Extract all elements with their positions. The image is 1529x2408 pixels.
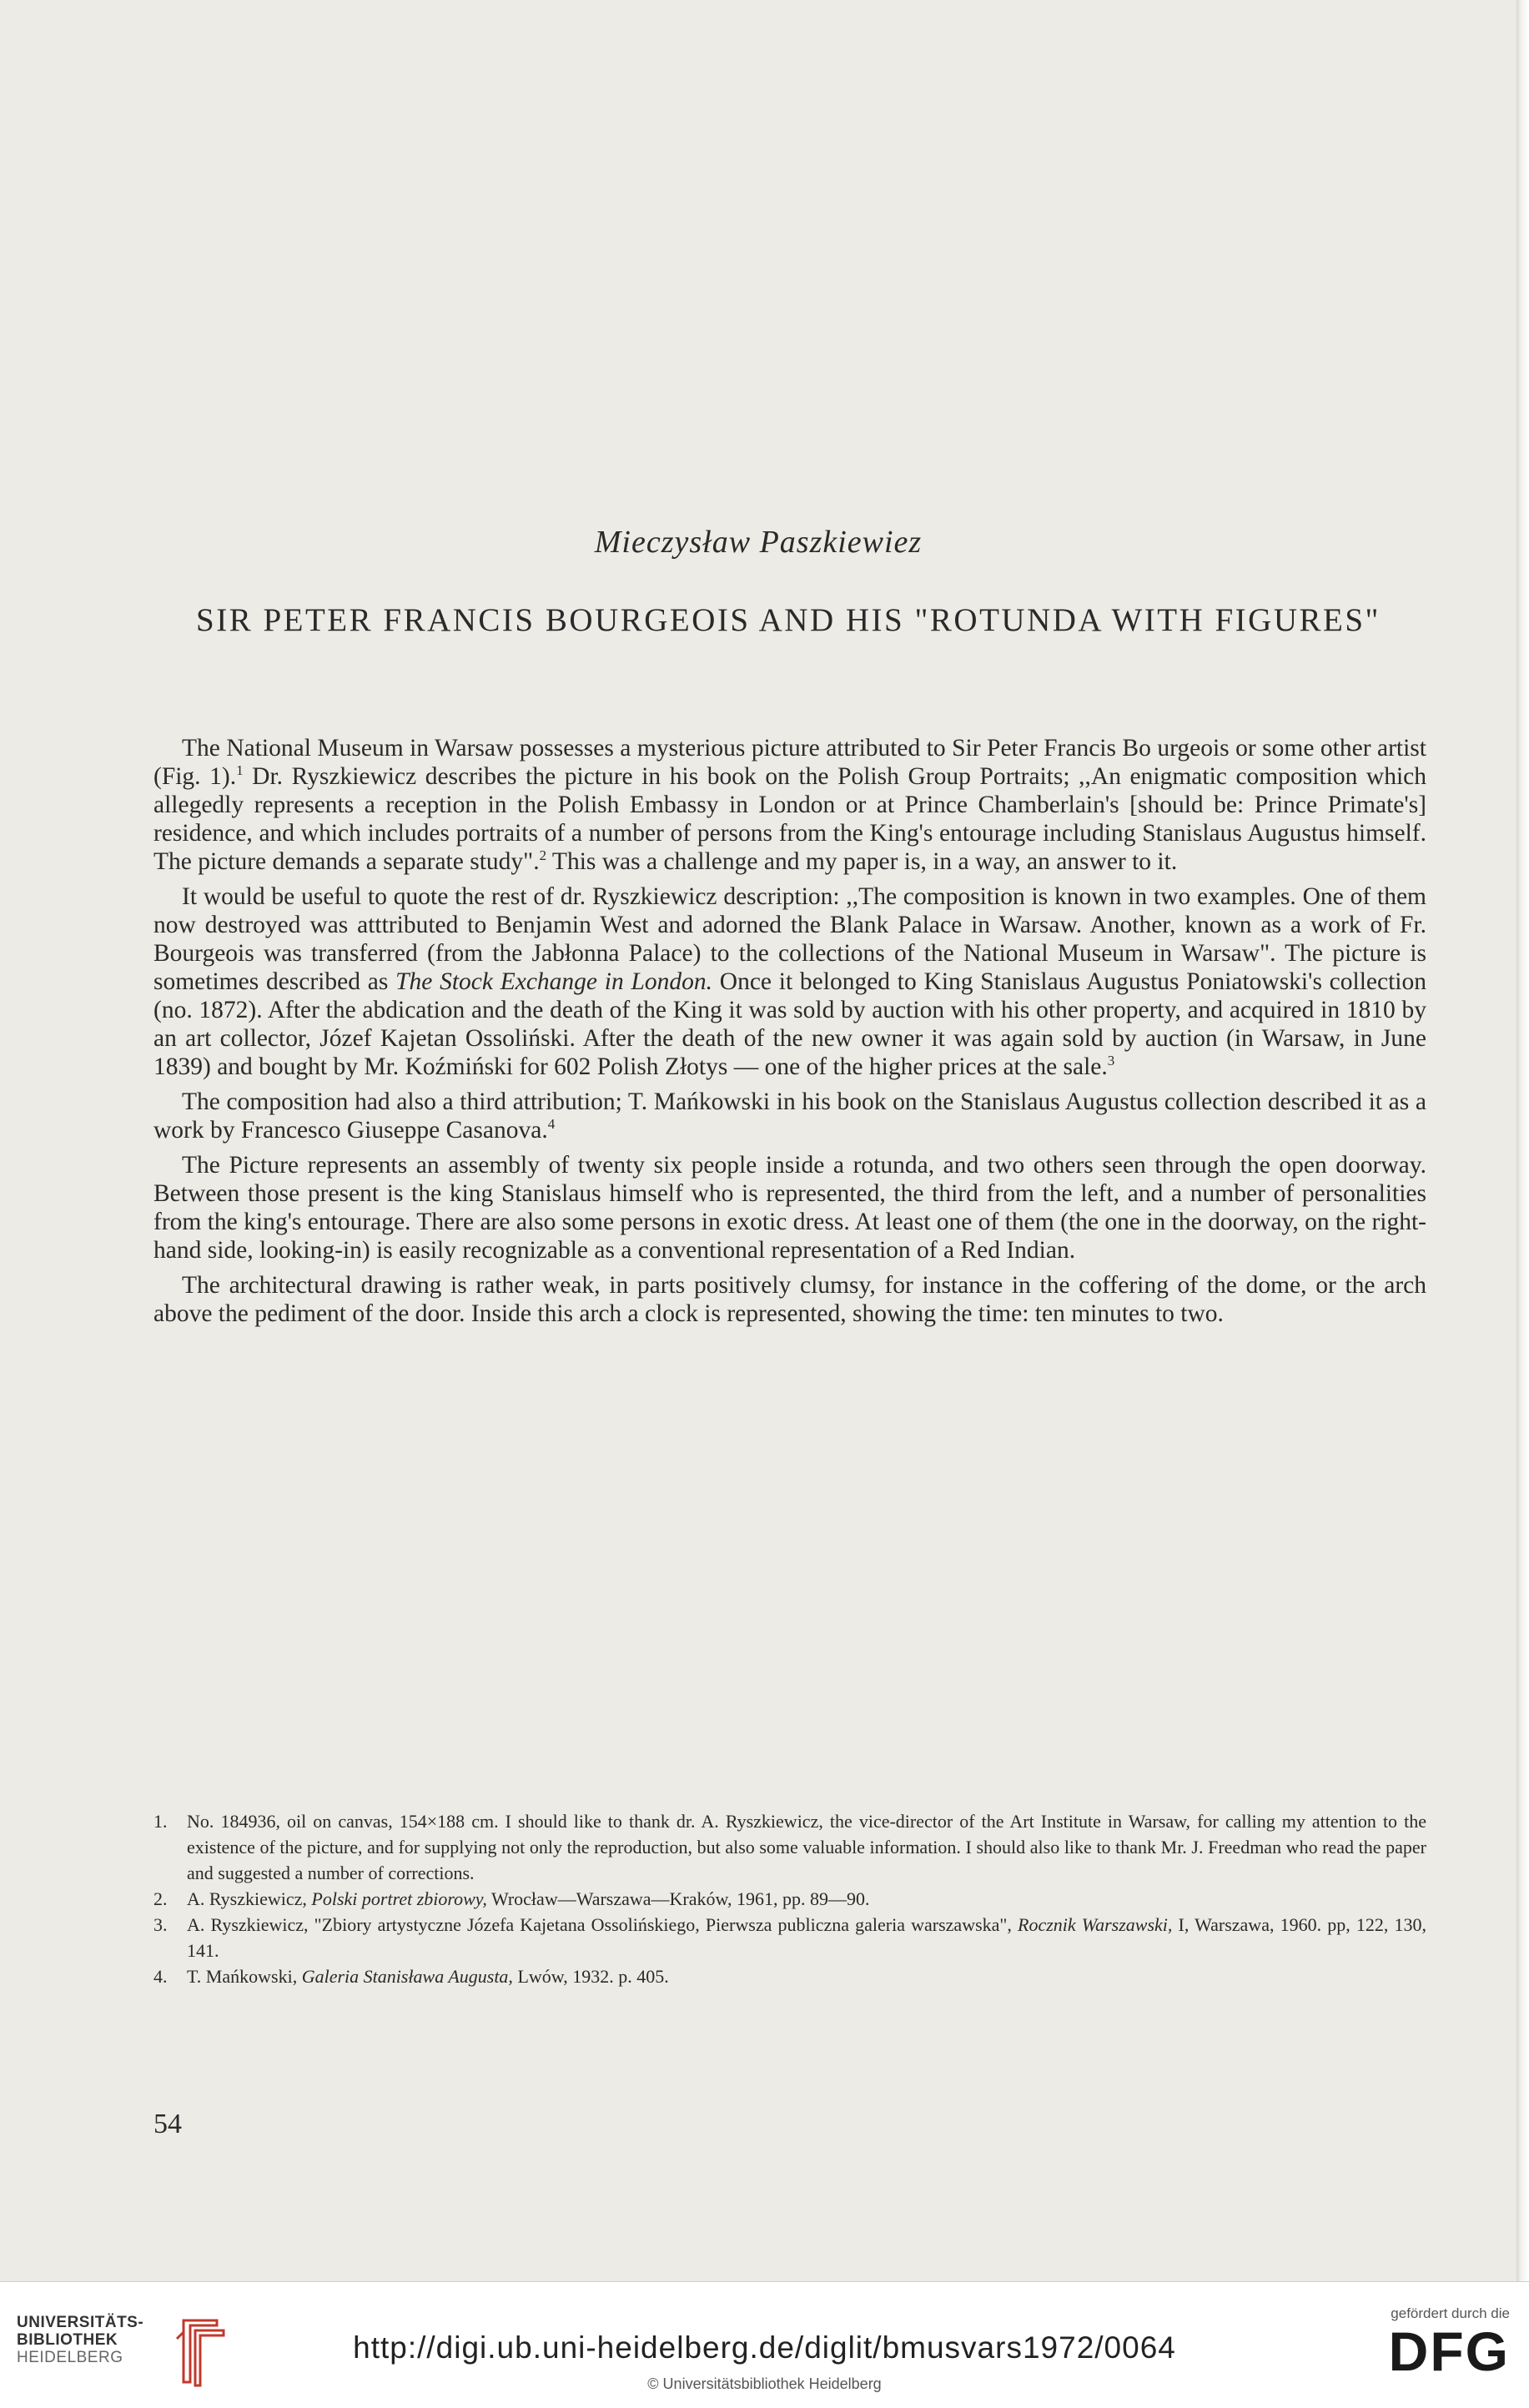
text-run: I, Warszawa, 1960. pp, 122, 130, 141. xyxy=(187,1914,1427,1961)
footnote-text xyxy=(187,1912,1426,1963)
viewer-footer xyxy=(0,2281,1529,2408)
text-run: The Picture represents an assembly of twenty six people inside a rotunda, and two others seen through the open doorway. Between those present is the king Stanislaus himself who is represented, the third from the left, and a number of personalities from the king's entourage. There are also some persons in exotic dress. At least one of them (the one in the doorway, on the right-hand side, looking-in) is easily recognizable as a conventional representation of a Red Indian. xyxy=(153,1152,1426,1264)
text-run: The architectural drawing is rather weak, in parts positively clumsy, for instance in the coffering of the dome, or the arch above the pediment of the door. Inside this arch a clock is represented, showing the time: ten minutes to two. xyxy=(153,1272,1426,1327)
footnote xyxy=(153,1808,1426,1886)
library-name-line: HEIDELBERG xyxy=(17,2349,123,2366)
library-name-line: BIBLIOTHEK xyxy=(17,2331,118,2349)
footnote-number: 4. xyxy=(153,1966,168,1987)
footnote-number: 2. xyxy=(153,1888,168,1909)
article-title: SIR PETER FRANCIS BOURGEOIS AND HIS "ROTUNDA WITH FIGURES" xyxy=(196,602,1381,638)
text-run: The composition had also a third attribution; T. Mańkowski in his book on the Stanislaus Augustus collection described it as a work by Francesco Giuseppe Casanova. xyxy=(153,1088,1426,1144)
text-run: This was a challenge and my paper is, in a way, an answer to it. xyxy=(546,848,1178,875)
text-run: T. Mańkowski, xyxy=(187,1966,302,1987)
dfg-logo-text: DFG xyxy=(1388,2320,1510,2382)
text-run: The National Museum in Warsaw possesses a mysterious picture attributed to Sir Peter Francis Bo urgeois or some other artist (Fig. 1). xyxy=(153,735,1426,790)
footnote xyxy=(153,1912,1426,1963)
footnote xyxy=(153,1886,1426,1912)
text-run: The Stock Exchange in London. xyxy=(395,968,713,995)
footnote-number: 1. xyxy=(153,1811,168,1832)
funder-logo[interactable] xyxy=(1351,2305,1510,2380)
body-paragraph xyxy=(153,882,1426,1081)
library-name-line: UNIVERSITÄTS- xyxy=(17,2314,144,2331)
footnote-ref: 3 xyxy=(1107,1053,1115,1069)
funder-note: gefördert durch die xyxy=(1391,2305,1510,2321)
footnote-ref: 4 xyxy=(547,1116,556,1133)
text-run: Once it belonged to King Stanislaus Augustus Poniatowski's collection (no. 1872). After the abdication and the death of the King it was sold by auction with his other property, and acquired in 1810 by an art collector, Józef Kajetan Ossoliński. After the death of the new owner it was again sold by auction (in Warsaw, in June 1839) and bought by Mr. Koźmiński for 602 Polish Złotys — one of the higher prices at the sale. xyxy=(153,968,1426,1080)
footnote-ref: 1 xyxy=(236,762,244,779)
footnote-ref: 2 xyxy=(539,847,547,864)
text-run: Galeria Stanisława Augusta, xyxy=(301,1966,513,1987)
body-paragraph xyxy=(153,734,1426,876)
text-run: Wrocław—Warszawa—Kraków, 1961, pp. 89—90. xyxy=(486,1888,870,1909)
footnotes xyxy=(153,1808,1426,1989)
footnote-number: 3. xyxy=(153,1914,168,1935)
text-run: No. 184936, oil on canvas, 154×188 cm. I should like to thank dr. A. Ryszkiewicz, the vice-director of the Art Institute in Warsaw, for calling my attention to the existence of the picture, and for supplying not only the reproduction, but also some valuable information. I should also like to thank Mr. J. Freedman who read the paper and suggested a number of corrections. xyxy=(187,1811,1426,1883)
text-run: Lwów, 1932. p. 405. xyxy=(512,1966,669,1987)
text-run: It would be useful to quote the rest of dr. Ryszkiewicz description: ,,The composition is known in two examples. One of them now destroyed was atttributed to Benjamin West and adorned the Blank Palace in Warsaw. Another, known as a work of Fr. Bourgeois was transferred (from the Jabłonna Palace) to the collections of the National Museum in Warsaw". The picture is sometimes described as xyxy=(153,883,1426,995)
permalink-url[interactable]: http://digi.ub.uni-heidelberg.de/diglit/bmusvars1972/0064 xyxy=(353,2330,1176,2365)
body-paragraph xyxy=(153,1088,1426,1144)
text-run: Rocznik Warszawski, xyxy=(1018,1914,1173,1935)
text-run: Polski portret zbiorowy, xyxy=(311,1888,487,1909)
page-number: 54 xyxy=(153,2109,182,2139)
body-paragraph xyxy=(153,1271,1426,1328)
copyright-notice: © Universitätsbibliothek Heidelberg xyxy=(647,2375,882,2392)
text-run: A. Ryszkiewicz, xyxy=(187,1888,312,1909)
article-body xyxy=(153,734,1426,1328)
footnote xyxy=(153,1963,1426,1989)
page-edge xyxy=(1516,0,1529,2281)
footnote-text xyxy=(187,1808,1426,1886)
body-paragraph xyxy=(153,1151,1426,1264)
footnote-text xyxy=(187,1886,1426,1912)
text-run: A. Ryszkiewicz, "Zbiory artystyczne Józefa Kajetana Ossolińskiego, Pierwsza publiczna galeria warszawska", xyxy=(187,1914,1018,1935)
text-run: Dr. Ryszkiewicz describes the picture in his book on the Polish Group Portraits; ,,An enigmatic composition which allegedly represents a reception in the Polish Embassy in London or at Prince Chamberlain's [should be: Prince Primate's] residence, and which includes portraits of a number of persons from the King's entourage including Stanislaus Augustus himself. The picture demands a separate study". xyxy=(153,763,1426,875)
footnote-text xyxy=(187,1963,1426,1989)
author-name: Mieczysław Paszkiewiez xyxy=(594,525,923,560)
